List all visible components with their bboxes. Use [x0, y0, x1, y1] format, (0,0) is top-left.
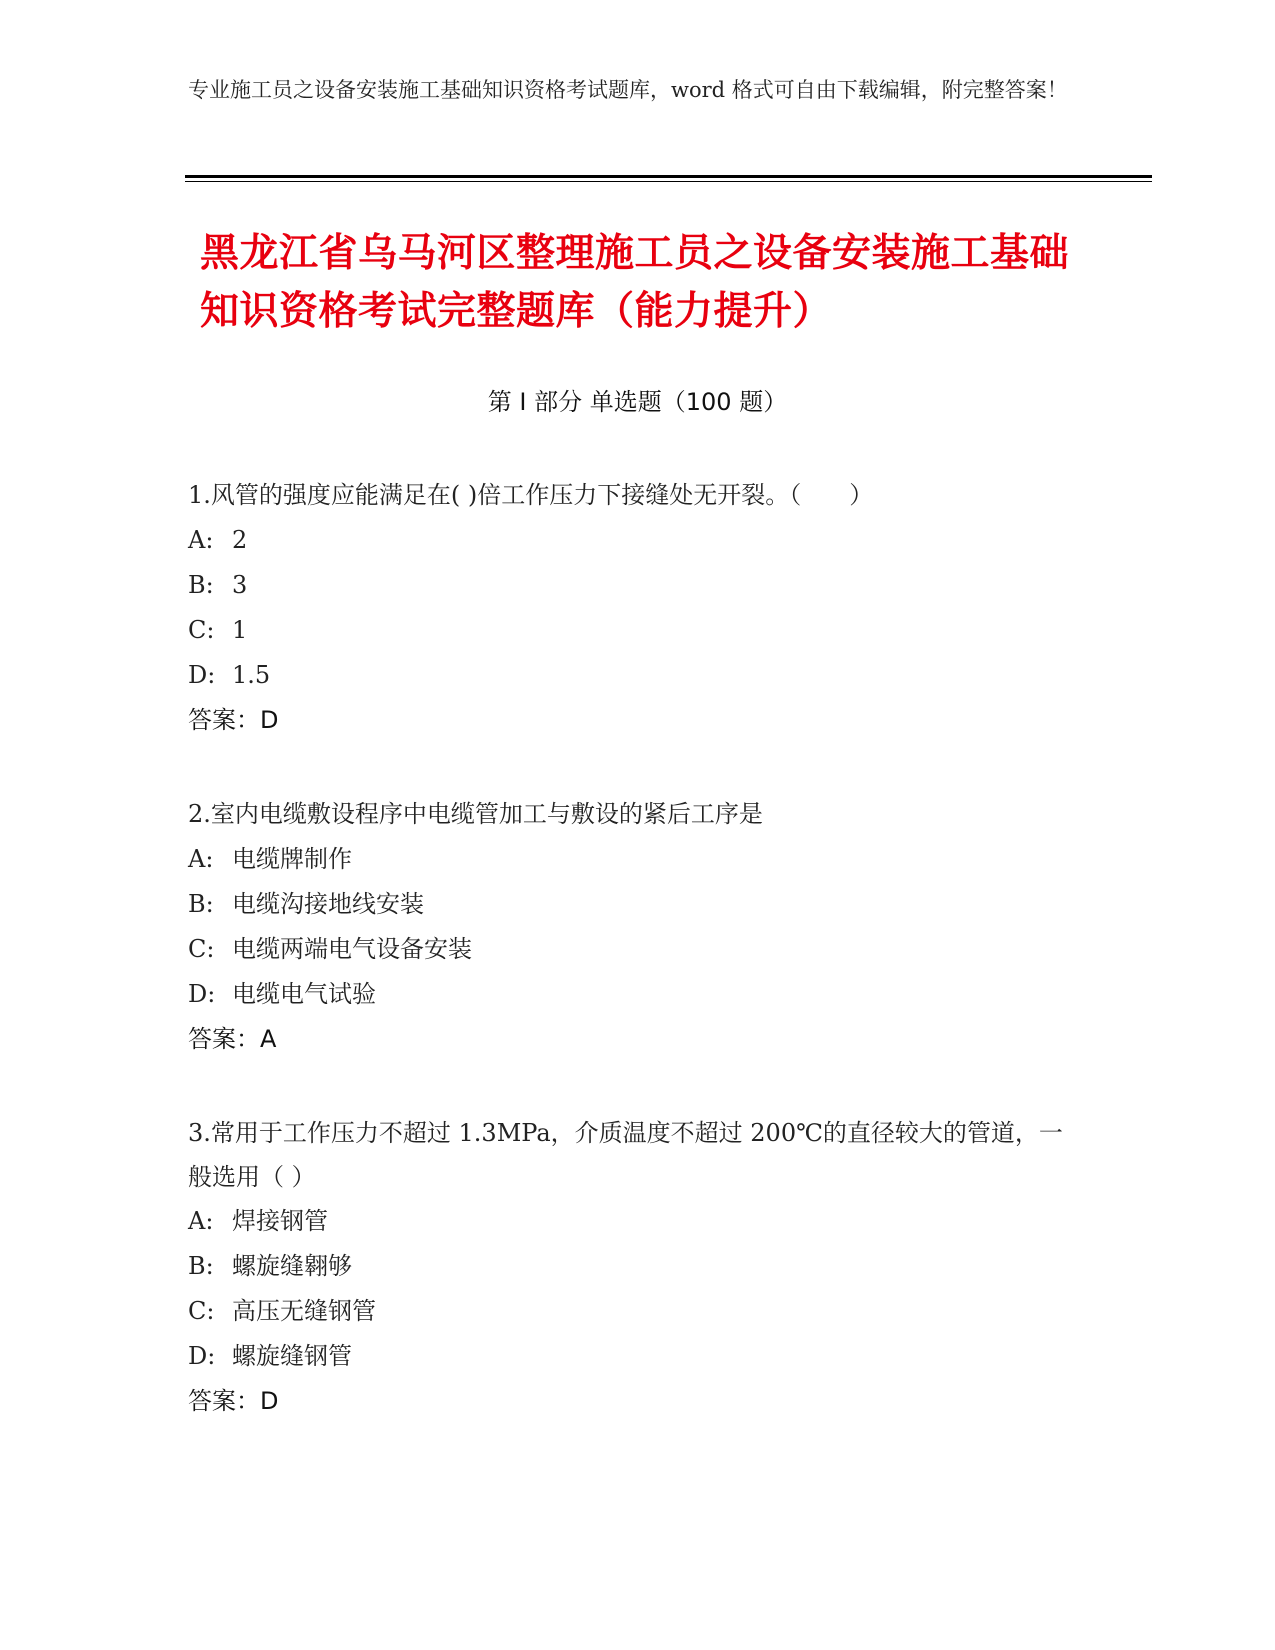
option-b: [188, 1244, 1068, 1289]
question-3: [188, 1111, 1068, 1424]
option-text: 高压无缝钢管: [232, 1297, 376, 1325]
question-stem: 3.常用于工作压力不超过 1.3MPa，介质温度不超过 200℃的直径较大的管道，一般选用（ ）: [188, 1119, 1063, 1191]
answer: 答案：D: [188, 706, 279, 734]
option-key: D:: [188, 1342, 216, 1370]
option-d: [188, 972, 1068, 1017]
option-key: A:: [188, 526, 214, 554]
option-text: 1: [232, 616, 248, 644]
option-d: [188, 1334, 1068, 1379]
option-text: 螺旋缝钢管: [232, 1342, 352, 1370]
section-heading: 第 I 部分 单选题（100 题）: [487, 388, 788, 416]
answer: 答案：D: [188, 1387, 279, 1415]
option-b: [188, 563, 1068, 608]
option-text: 3: [232, 571, 248, 599]
option-key: A:: [188, 845, 214, 873]
option-text: 电缆牌制作: [232, 845, 352, 873]
option-text: 电缆电气试验: [232, 980, 376, 1008]
option-key: B:: [188, 571, 214, 599]
option-c: [188, 1289, 1068, 1334]
option-d: [188, 653, 1068, 698]
option-c: [188, 927, 1068, 972]
option-key: C:: [188, 935, 215, 963]
option-c: [188, 608, 1068, 653]
option-key: D:: [188, 661, 216, 689]
option-key: A:: [188, 1207, 214, 1235]
header-rule-thin: [185, 181, 1152, 182]
option-a: [188, 837, 1068, 882]
answer: 答案：A: [188, 1025, 277, 1053]
option-key: B:: [188, 1252, 214, 1280]
option-text: 螺旋缝翱够: [232, 1252, 352, 1280]
option-key: D:: [188, 980, 216, 1008]
option-key: B:: [188, 890, 214, 918]
option-text: 1.5: [232, 661, 271, 689]
option-text: 2: [232, 526, 248, 554]
option-text: 电缆沟接地线安装: [232, 890, 424, 918]
option-b: [188, 882, 1068, 927]
option-key: C:: [188, 1297, 215, 1325]
question-stem: 2.室内电缆敷设程序中电缆管加工与敷设的紧后工序是: [188, 800, 763, 828]
option-a: [188, 518, 1068, 563]
question-stem: 1.风管的强度应能满足在( )倍工作压力下接缝处无开裂。（ ）: [188, 481, 874, 509]
option-text: 电缆两端电气设备安装: [232, 935, 472, 963]
question-1: [188, 473, 1068, 743]
document-title: 黑龙江省乌马河区整理施工员之设备安装施工基础知识资格考试完整题库（能力提升）: [200, 231, 1070, 334]
header-rule-thick: [185, 175, 1152, 178]
option-key: C:: [188, 616, 215, 644]
question-2: [188, 792, 1068, 1062]
option-text: 焊接钢管: [232, 1207, 328, 1235]
header-note: 专业施工员之设备安装施工基础知识资格考试题库，word 格式可自由下载编辑，附完整答案！: [188, 78, 1068, 102]
option-a: [188, 1199, 1068, 1244]
